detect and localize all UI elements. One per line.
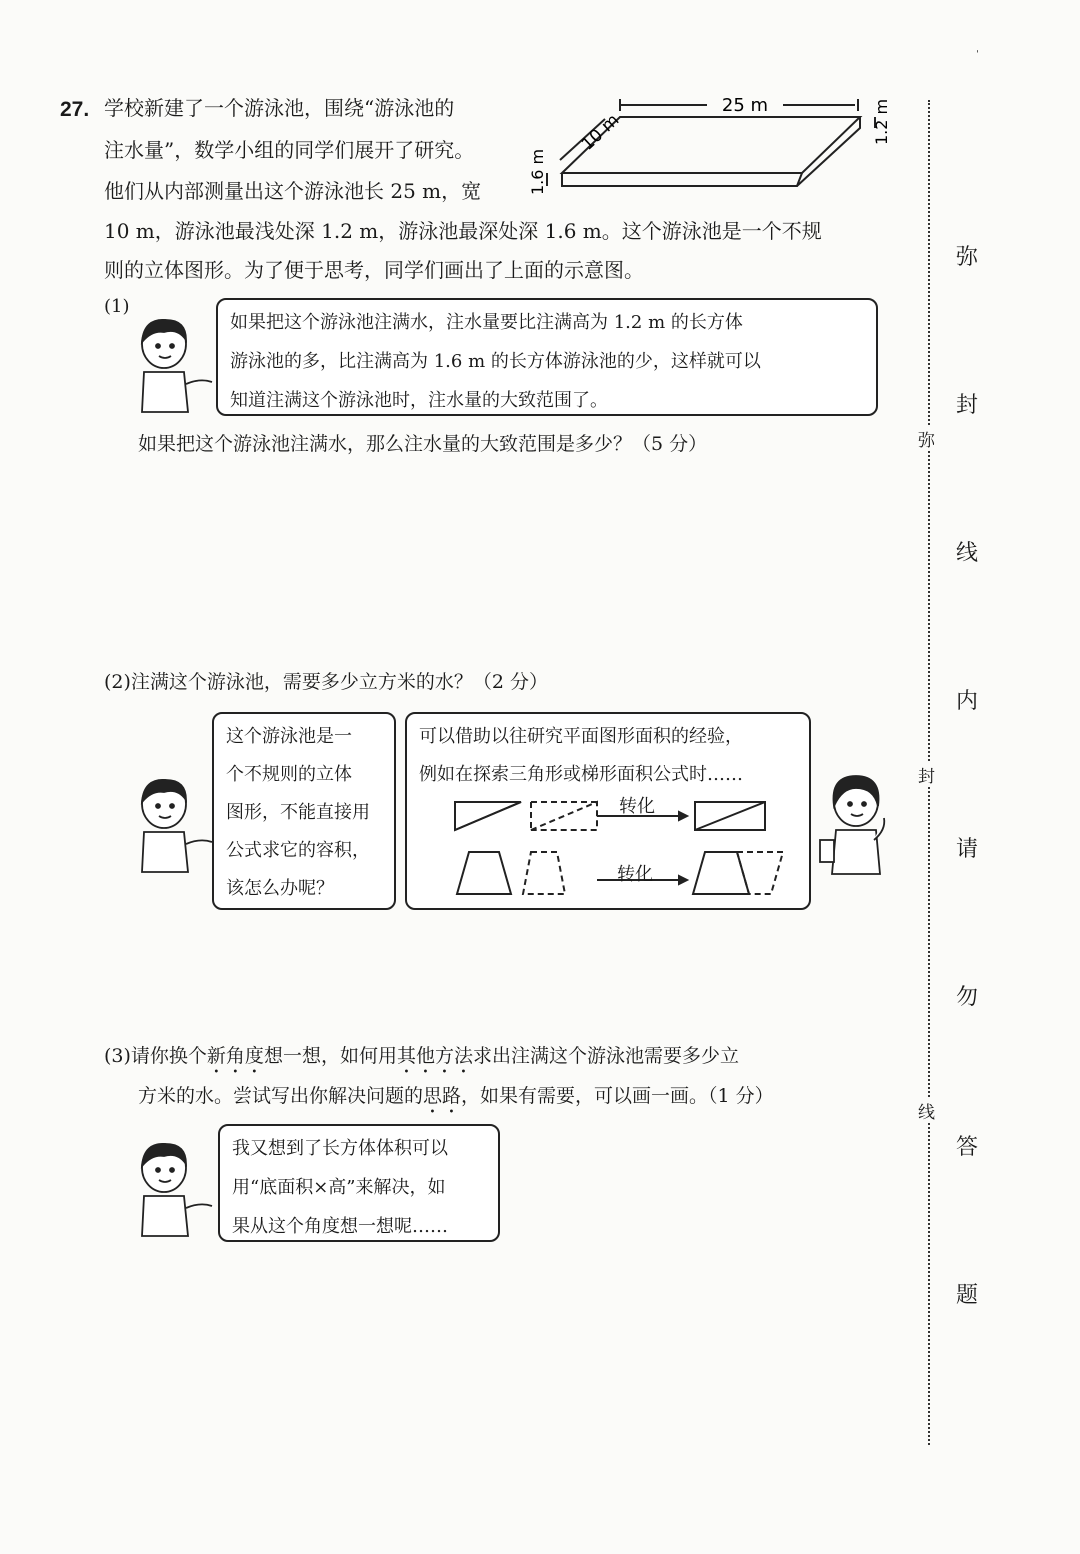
emphasis-thinking: 思路 — [423, 1085, 462, 1107]
sidebar-char-5: 请 — [956, 837, 979, 862]
part3-bubble-line-2: 用“底面积×高”来解决，如 — [232, 1177, 446, 1198]
seal-line-label-xian: 线 — [918, 1098, 935, 1123]
part1-label: (1) — [104, 296, 130, 317]
sidebar-char-7: 答 — [956, 1135, 979, 1160]
part1-bubble-line-2: 游泳池的多，比注满高为 1.6 m 的长方体游泳池的少，这样就可以 — [230, 351, 761, 372]
part3-bubble-line-3: 果从这个角度想一想呢…… — [232, 1216, 448, 1237]
sidebar-char-6: 勿 — [956, 985, 979, 1010]
part3-speech-bubble — [218, 1124, 500, 1242]
part2-prompt: (2)注满这个游泳池，需要多少立方米的水？（2 分） — [104, 671, 549, 693]
part2-left-bubble — [212, 712, 396, 910]
part2-left-line-5: 该怎么办呢？ — [226, 878, 334, 899]
sidebar-char-8: 题 — [956, 1283, 979, 1308]
intro-line-2: 注水量”，数学小组的同学们展开了研究。 — [104, 138, 475, 162]
seal-line-label-mi: 弥 — [918, 426, 935, 451]
label-deep: 1.6 m — [528, 148, 547, 195]
corner-mark: ˈ — [976, 50, 979, 61]
intro-line-3: 他们从内部测量出这个游泳池长 25 m，宽 — [104, 179, 482, 203]
part1-prompt: 如果把这个游泳池注满水，那么注水量的大致范围是多少？（5 分） — [138, 433, 708, 455]
transform-label-1: 转化 — [619, 796, 655, 817]
part2-right-bubble — [405, 712, 811, 910]
sidebar-char-2: 封 — [956, 393, 979, 418]
intro-line-1: 学校新建了一个游泳池，围绕“游泳池的 — [104, 96, 455, 120]
label-width: 10 m — [577, 110, 624, 155]
part2-right-line-2: 例如在探索三角形或梯形面积公式时…… — [419, 764, 743, 785]
intro-line-5: 则的立体图形。为了便于思考，同学们画出了上面的示意图。 — [104, 258, 644, 282]
part1-bubble-line-3: 知道注满这个游泳池时，注水量的大致范围了。 — [230, 390, 608, 411]
part3-prompt-line-1: (3)请你换个新角度想一想，如何用其他方法求出注满这个游泳池需要多少立 — [104, 1045, 739, 1067]
emphasis-new-angle: 新角度 — [206, 1045, 264, 1067]
part2-left-line-3: 图形，不能直接用 — [226, 802, 370, 823]
part1-bubble-line-1: 如果把这个游泳池注满水，注水量要比注满高为 1.2 m 的长方体 — [230, 312, 743, 333]
part2-left-line-2: 个不规则的立体 — [226, 764, 352, 785]
question-number: 27. — [60, 98, 90, 121]
girl-character-icon — [812, 770, 894, 880]
label-length: 25 m — [721, 95, 769, 116]
seal-line-label-feng: 封 — [918, 762, 935, 787]
sidebar-char-4: 内 — [956, 689, 979, 714]
part1-speech-bubble — [216, 298, 878, 416]
part2-right-line-1: 可以借助以往研究平面图形面积的经验， — [419, 726, 743, 747]
label-shallow: 1.2 m — [872, 98, 891, 145]
boy-character-icon — [134, 312, 216, 418]
transform-label-2: 转化 — [617, 864, 653, 885]
boy-character-icon — [134, 772, 216, 878]
boy-character-icon — [134, 1136, 216, 1242]
sidebar-char-1: 弥 — [956, 245, 979, 270]
pool-diagram — [525, 85, 895, 195]
part3-bubble-line-1: 我又想到了长方体体积可以 — [232, 1138, 448, 1159]
emphasis-other-method: 其他方法 — [396, 1045, 473, 1067]
part2-left-line-1: 这个游泳池是一 — [226, 726, 352, 747]
part2-left-line-4: 公式求它的容积， — [226, 840, 370, 861]
intro-line-4: 10 m，游泳池最浅处深 1.2 m，游泳池最深处深 1.6 m。这个游泳池是一个不规 — [104, 219, 822, 243]
sidebar-char-3: 线 — [956, 541, 979, 566]
part3-prompt-line-2: 方米的水。尝试写出你解决问题的思路，如果有需要，可以画一画。（1 分） — [138, 1085, 774, 1107]
